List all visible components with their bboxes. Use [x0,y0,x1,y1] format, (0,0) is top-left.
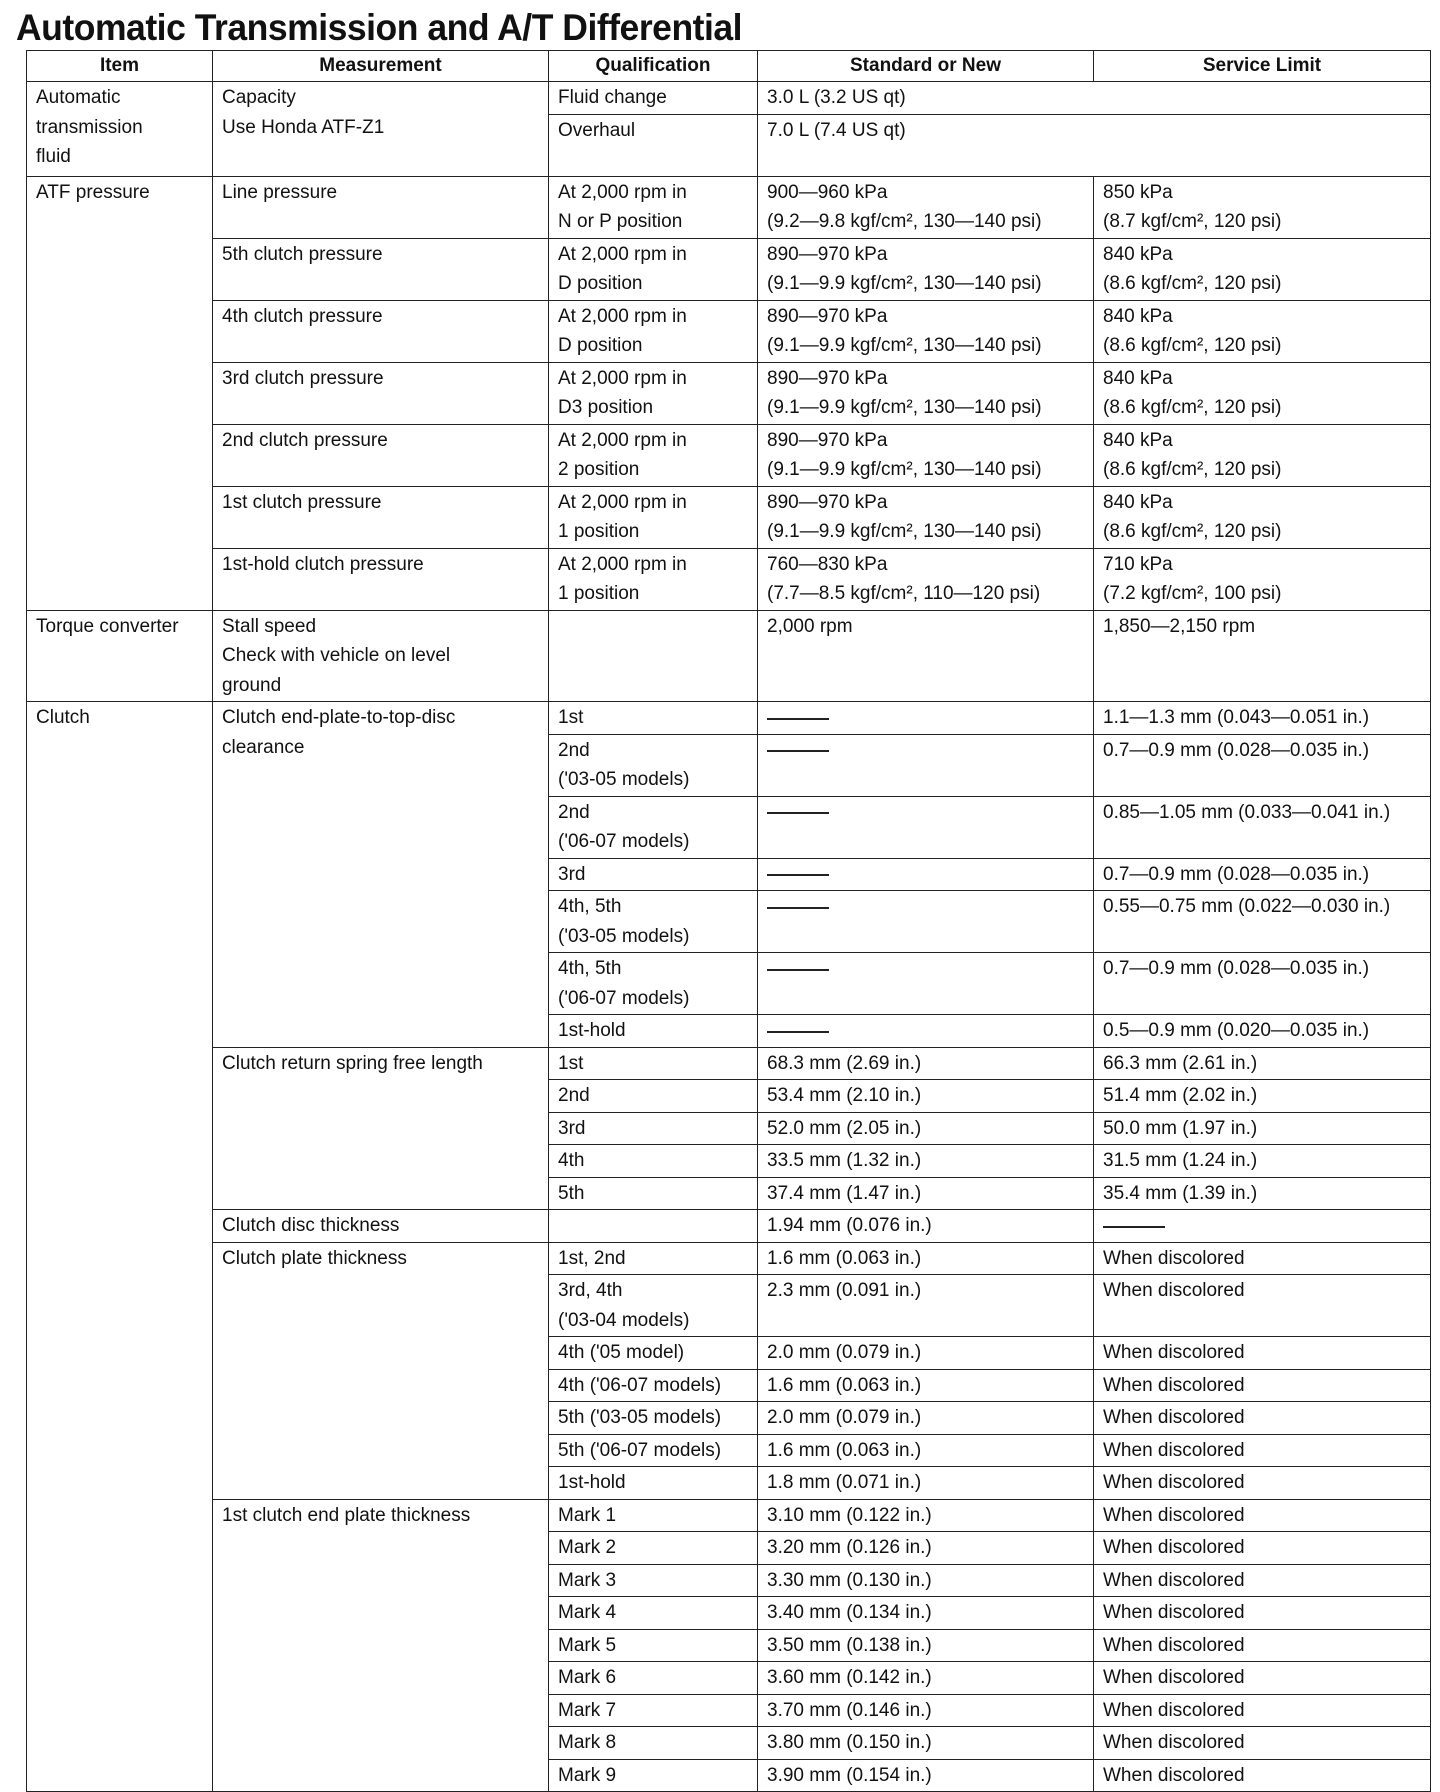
dash-mark [767,750,829,752]
limit-cell: When discolored [1094,1532,1431,1565]
limit-cell: When discolored [1094,1564,1431,1597]
qualification-cell: 4th [549,1145,758,1178]
limit-cell: 1.1—1.3 mm (0.043—0.051 in.) [1094,702,1431,735]
table-row [27,1499,1431,1532]
standard-cell: 3.10 mm (0.122 in.) [758,1499,1094,1532]
standard-cell: 3.40 mm (0.134 in.) [758,1597,1094,1630]
qualification-cell: 1st-hold [549,1467,758,1500]
qualification-cell: 4th, 5th ('06-07 models) [549,953,758,1015]
measurement-cell: 1st clutch pressure [213,486,549,548]
limit-cell: 840 kPa (8.6 kgf/cm², 120 psi) [1094,300,1431,362]
standard-cell: 37.4 mm (1.47 in.) [758,1177,1094,1210]
table-row [27,486,1431,548]
qualification-cell: 1st-hold [549,1015,758,1048]
qualification-cell: At 2,000 rpm in 1 position [549,548,758,610]
standard-cell: 2.0 mm (0.079 in.) [758,1337,1094,1370]
table-row [27,424,1431,486]
limit-cell: When discolored [1094,1662,1431,1695]
limit-cell: 31.5 mm (1.24 in.) [1094,1145,1431,1178]
limit-cell: When discolored [1094,1434,1431,1467]
qualification-cell: At 2,000 rpm in N or P position [549,176,758,238]
standard-cell: 1.6 mm (0.063 in.) [758,1242,1094,1275]
table-row [27,238,1431,300]
standard-cell: 3.50 mm (0.138 in.) [758,1629,1094,1662]
limit-cell: 850 kPa (8.7 kgf/cm², 120 psi) [1094,176,1431,238]
standard-cell: 68.3 mm (2.69 in.) [758,1047,1094,1080]
spec-table [26,50,1431,1792]
dash-mark [1103,1226,1165,1228]
limit-cell: When discolored [1094,1242,1431,1275]
standard-cell: 53.4 mm (2.10 in.) [758,1080,1094,1113]
qualification-cell: 3rd [549,1112,758,1145]
standard-cell: 2,000 rpm [758,610,1094,702]
standard-cell: 890—970 kPa (9.1—9.9 kgf/cm², 130—140 psi) [758,362,1094,424]
limit-cell: 1,850—2,150 rpm [1094,610,1431,702]
qualification-cell: 3rd, 4th ('03-04 models) [549,1275,758,1337]
qualification-cell: 5th ('06-07 models) [549,1434,758,1467]
limit-cell: 710 kPa (7.2 kgf/cm², 100 psi) [1094,548,1431,610]
standard-cell: 2.3 mm (0.091 in.) [758,1275,1094,1337]
standard-cell: 890—970 kPa (9.1—9.9 kgf/cm², 130—140 psi) [758,424,1094,486]
column-header-measurement: Measurement [213,51,549,82]
standard-cell: 7.0 L (7.4 US qt) [758,114,1431,176]
qualification-cell: Mark 2 [549,1532,758,1565]
measurement-cell: Line pressure [213,176,549,238]
standard-cell [758,702,1094,735]
limit-cell [1094,1210,1431,1243]
column-header-item: Item [27,51,213,82]
table-row [27,610,1431,702]
dash-mark [767,969,829,971]
qualification-cell: At 2,000 rpm in 1 position [549,486,758,548]
standard-cell: 1.6 mm (0.063 in.) [758,1434,1094,1467]
measurement-cell: 5th clutch pressure [213,238,549,300]
qualification-cell: 2nd [549,1080,758,1113]
standard-cell [758,953,1094,1015]
standard-cell: 890—970 kPa (9.1—9.9 kgf/cm², 130—140 psi) [758,238,1094,300]
standard-cell: 33.5 mm (1.32 in.) [758,1145,1094,1178]
qualification-cell: At 2,000 rpm in D position [549,300,758,362]
standard-cell: 1.6 mm (0.063 in.) [758,1369,1094,1402]
column-header-qualification: Qualification [549,51,758,82]
measurement-cell: 1st-hold clutch pressure [213,548,549,610]
qualification-cell [549,610,758,702]
limit-cell: 50.0 mm (1.97 in.) [1094,1112,1431,1145]
table-row [27,1210,1431,1243]
item-cell: Clutch [27,702,213,1792]
page-title: Automatic Transmission and A/T Differential [16,7,743,48]
limit-cell: When discolored [1094,1337,1431,1370]
qualification-cell: Mark 4 [549,1597,758,1630]
qualification-cell [549,1210,758,1243]
dash-mark [767,812,829,814]
qualification-cell: At 2,000 rpm in D position [549,238,758,300]
standard-cell [758,796,1094,858]
standard-cell [758,858,1094,891]
dash-mark [767,874,829,876]
limit-cell: When discolored [1094,1759,1431,1792]
standard-cell: 3.70 mm (0.146 in.) [758,1694,1094,1727]
measurement-cell: 4th clutch pressure [213,300,549,362]
qualification-cell: 5th [549,1177,758,1210]
qualification-cell: 4th ('06-07 models) [549,1369,758,1402]
item-cell: ATF pressure [27,176,213,610]
table-row [27,362,1431,424]
measurement-cell: 3rd clutch pressure [213,362,549,424]
limit-cell: 51.4 mm (2.02 in.) [1094,1080,1431,1113]
limit-cell: 0.7—0.9 mm (0.028—0.035 in.) [1094,858,1431,891]
qualification-cell: 4th ('05 model) [549,1337,758,1370]
limit-cell: 0.55—0.75 mm (0.022—0.030 in.) [1094,891,1431,953]
standard-cell: 1.94 mm (0.076 in.) [758,1210,1094,1243]
table-row [27,1047,1431,1080]
limit-cell: 0.85—1.05 mm (0.033—0.041 in.) [1094,796,1431,858]
qualification-cell: 4th, 5th ('03-05 models) [549,891,758,953]
standard-cell: 3.80 mm (0.150 in.) [758,1727,1094,1760]
qualification-cell: Mark 7 [549,1694,758,1727]
measurement-cell: Clutch plate thickness [213,1242,549,1499]
dash-mark [767,907,829,909]
item-cell: Automatic transmission fluid [27,82,213,177]
measurement-cell: 1st clutch end plate thickness [213,1499,549,1792]
dash-mark [767,718,829,720]
column-header-standard: Standard or New [758,51,1094,82]
qualification-cell: 1st [549,1047,758,1080]
limit-cell: 840 kPa (8.6 kgf/cm², 120 psi) [1094,424,1431,486]
standard-cell [758,891,1094,953]
qualification-cell: Mark 3 [549,1564,758,1597]
measurement-cell: Clutch disc thickness [213,1210,549,1243]
qualification-cell: 2nd ('06-07 models) [549,796,758,858]
measurement-cell: Clutch return spring free length [213,1047,549,1210]
table-row [27,702,1431,735]
table-row [27,82,1431,115]
qualification-cell: Mark 1 [549,1499,758,1532]
standard-cell [758,734,1094,796]
column-header-service-limit: Service Limit [1094,51,1431,82]
limit-cell: When discolored [1094,1467,1431,1500]
standard-cell: 3.60 mm (0.142 in.) [758,1662,1094,1695]
standard-cell: 3.0 L (3.2 US qt) [758,82,1431,115]
standard-cell [758,1015,1094,1048]
standard-cell: 890—970 kPa (9.1—9.9 kgf/cm², 130—140 psi) [758,486,1094,548]
table-row [27,548,1431,610]
limit-cell: 840 kPa (8.6 kgf/cm², 120 psi) [1094,486,1431,548]
qualification-cell: At 2,000 rpm in 2 position [549,424,758,486]
qualification-cell: At 2,000 rpm in D3 position [549,362,758,424]
qualification-cell: 3rd [549,858,758,891]
limit-cell: 66.3 mm (2.61 in.) [1094,1047,1431,1080]
table-row [27,1242,1431,1275]
standard-cell: 3.20 mm (0.126 in.) [758,1532,1094,1565]
limit-cell: 840 kPa (8.6 kgf/cm², 120 psi) [1094,238,1431,300]
limit-cell: When discolored [1094,1694,1431,1727]
header-row [27,51,1431,82]
qualification-cell: Mark 6 [549,1662,758,1695]
qualification-cell: Mark 9 [549,1759,758,1792]
limit-cell: When discolored [1094,1727,1431,1760]
qualification-cell: 1st, 2nd [549,1242,758,1275]
table-row [27,300,1431,362]
qualification-cell: Mark 5 [549,1629,758,1662]
qualification-cell: 1st [549,702,758,735]
limit-cell: When discolored [1094,1629,1431,1662]
dash-mark [767,1031,829,1033]
limit-cell: 35.4 mm (1.39 in.) [1094,1177,1431,1210]
limit-cell: When discolored [1094,1499,1431,1532]
standard-cell: 760—830 kPa (7.7—8.5 kgf/cm², 110—120 psi) [758,548,1094,610]
standard-cell: 3.90 mm (0.154 in.) [758,1759,1094,1792]
standard-cell: 900—960 kPa (9.2—9.8 kgf/cm², 130—140 psi) [758,176,1094,238]
limit-cell: When discolored [1094,1597,1431,1630]
measurement-cell: Clutch end-plate-to-top-disc clearance [213,702,549,1048]
standard-cell: 2.0 mm (0.079 in.) [758,1402,1094,1435]
limit-cell: 840 kPa (8.6 kgf/cm², 120 psi) [1094,362,1431,424]
limit-cell: 0.7—0.9 mm (0.028—0.035 in.) [1094,734,1431,796]
measurement-cell: Capacity Use Honda ATF-Z1 [213,82,549,177]
standard-cell: 890—970 kPa (9.1—9.9 kgf/cm², 130—140 psi) [758,300,1094,362]
limit-cell: When discolored [1094,1402,1431,1435]
measurement-cell: 2nd clutch pressure [213,424,549,486]
standard-cell: 3.30 mm (0.130 in.) [758,1564,1094,1597]
table-row [27,176,1431,238]
qualification-cell: Mark 8 [549,1727,758,1760]
limit-cell: When discolored [1094,1369,1431,1402]
qualification-cell: 2nd ('03-05 models) [549,734,758,796]
standard-cell: 1.8 mm (0.071 in.) [758,1467,1094,1500]
qualification-cell: Overhaul [549,114,758,176]
standard-cell: 52.0 mm (2.05 in.) [758,1112,1094,1145]
limit-cell: 0.7—0.9 mm (0.028—0.035 in.) [1094,953,1431,1015]
measurement-cell: Stall speed Check with vehicle on level ground [213,610,549,702]
item-cell: Torque converter [27,610,213,702]
limit-cell: When discolored [1094,1275,1431,1337]
qualification-cell: Fluid change [549,82,758,115]
qualification-cell: 5th ('03-05 models) [549,1402,758,1435]
limit-cell: 0.5—0.9 mm (0.020—0.035 in.) [1094,1015,1431,1048]
